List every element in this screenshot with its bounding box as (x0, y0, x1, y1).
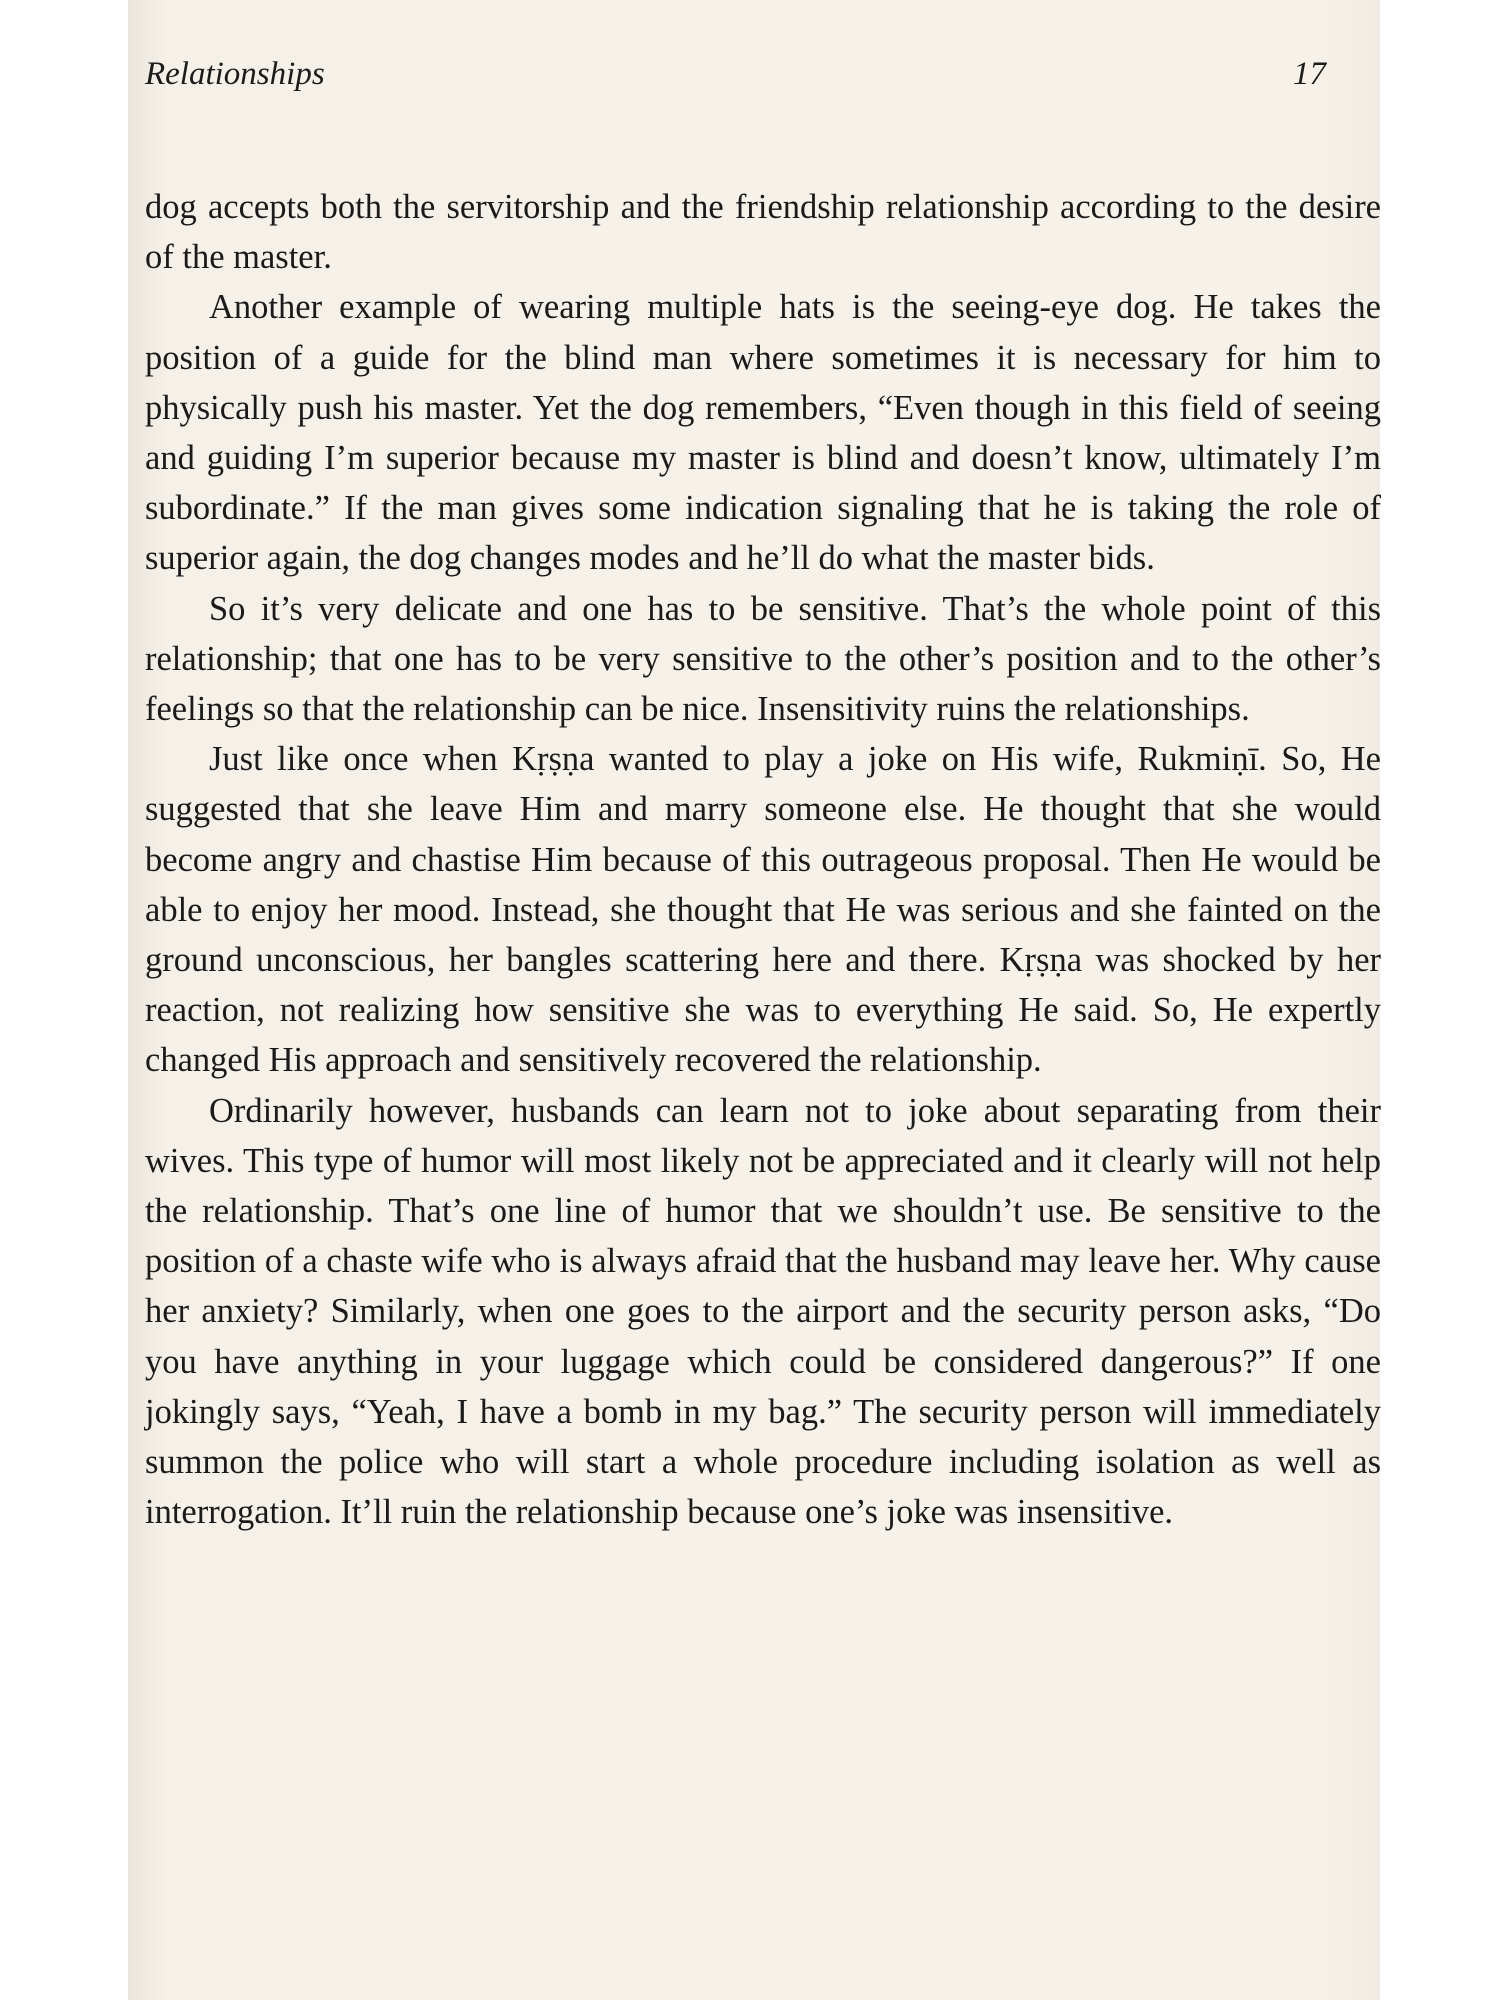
paragraph-krsna-joke: Just like once when Kṛṣṇa wanted to play a joke on His wife, Rukmiṇī. So, He suggested that she leave Him and marry someone else. He thought that she would become angry and chastise Him because of this outrageous proposal. Then He would be able to enjoy her mood. Instead, she thought that He was serious and she fainted on the ground unconscious, her bangles scattering here and there. Kṛṣṇa was shocked by her reaction, not realizing how sensitive she was to everything He said. So, He expertly changed His approach and sensitively recovered the relationship. (145, 740, 1381, 1080)
running-head (145, 56, 1326, 100)
paragraph-humor: Ordinarily however, husbands can learn not to joke about separating from their wives. This type of humor will most likely not be appreciated and it clearly will not help the relationship. That’s one line of humor that we shouldn’t use. Be sensitive to the position of a chaste wife who is always afraid that the husband may leave her. Why cause her anxiety? Similarly, when one goes to the airport and the security person asks, “Do you have anything in your luggage which could be considered dangerous?” If one jokingly says, “Yeah, I have a bomb in my bag.” The security person will immediately summon the police who will start a whole procedure including isolation as well as interrogation. It’ll ruin the relationship because one’s joke was insensitive. (145, 1091, 1381, 1532)
book-page (128, 0, 1380, 2000)
paragraph-continued: dog accepts both the servitorship and the friendship relationship according to the desire of the master. (145, 188, 1381, 277)
section-title: Relationships (145, 56, 325, 92)
paragraph-seeing-eye-dog: Another example of wearing multiple hats is the seeing-eye dog. He takes the position of a guide for the blind man where sometimes it is necessary for him to physically push his master. Yet the dog remembers, “Even though in this field of seeing and guiding I’m superior because my master is blind and doesn’t know, ultimately I’m subordinate.” If the man gives some indication signaling that he is taking the role of superior again, the dog changes modes and he’ll do what the master bids. (145, 288, 1381, 578)
page-number: 17 (1293, 56, 1326, 92)
paragraph-sensitivity: So it’s very delicate and one has to be sensitive. That’s the whole point of this relationship; that one has to be very sensitive to the other’s position and to the other’s feelings so that the relationship can be nice. Insensitivity ruins the relationships. (145, 589, 1381, 729)
body-text (145, 182, 1381, 1537)
